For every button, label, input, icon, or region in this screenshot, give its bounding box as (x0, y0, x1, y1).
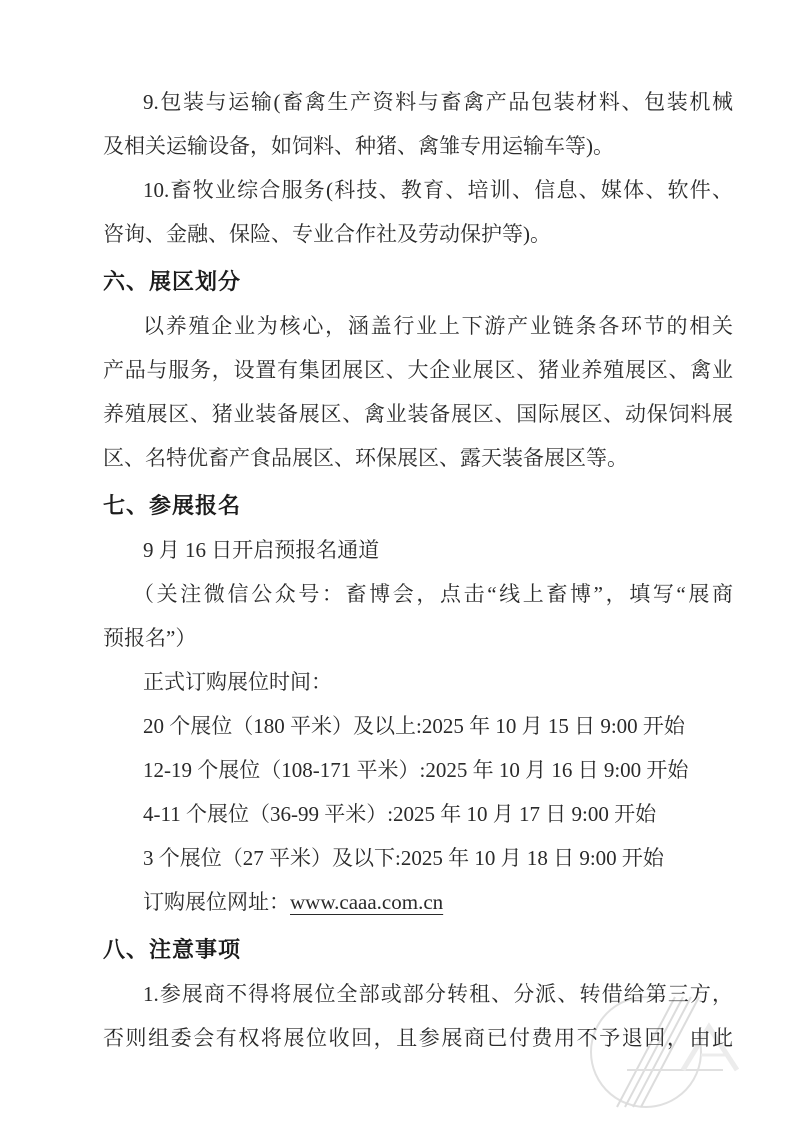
document-body (103, 80, 733, 1060)
order-time-title: 正式订购展位时间： (143, 670, 332, 694)
order-url-label: 订购展位网址： (143, 890, 290, 914)
booth-slot-3-line: 3 个展位（27 平米）及以下:2025 年 10 月 18 日 9:00 开始 (143, 846, 664, 870)
booth-slot-4-11-line: 4-11 个展位（36-99 平米）:2025 年 10 月 17 日 9:00 开始 (143, 802, 657, 826)
order-url-link[interactable]: www.caaa.com.cn (290, 890, 444, 914)
section-six-line4: 区、名特优畜产食品展区、环保展区、露天装备展区等。 (103, 446, 628, 470)
section-six-line1: 以养殖企业为核心，涵盖行业上下游产业链条各环节的相关 (143, 314, 733, 338)
section-six-heading: 六、展区划分 (103, 269, 242, 294)
item10-line1: 10.畜牧业综合服务(科技、教育、培训、信息、媒体、软件、 (143, 178, 733, 202)
item9-line1: 9.包装与运输(畜禽生产资料与畜禽产品包装材料、包装机械 (143, 90, 733, 114)
booth-slot-12-19-line: 12-19 个展位（108-171 平米）:2025 年 10 月 16 日 9:00 开始 (143, 758, 689, 782)
section-eight-line2: 否则组委会有权将展位收回，且参展商已付费用不予退回，由此 (103, 1026, 733, 1050)
section-seven-heading: 七、参展报名 (103, 493, 242, 518)
section-eight-line1: 1.参展商不得将展位全部或部分转租、分派、转借给第三方， (143, 982, 733, 1006)
section-six-line2: 产品与服务，设置有集团展区、大企业展区、猪业养殖展区、禽业 (103, 358, 733, 382)
booth-slot-20-line: 20 个展位（180 平米）及以上:2025 年 10 月 15 日 9:00 开始 (143, 714, 685, 738)
wechat-note-line2: 预报名”） (103, 626, 197, 650)
preregistration-line: 9 月 16 日开启预报名通道 (143, 538, 380, 562)
order-url-line (103, 880, 733, 924)
item10-line2: 咨询、金融、保险、专业合作社及劳动保护等)。 (103, 222, 551, 246)
section-eight-heading: 八、注意事项 (103, 937, 242, 962)
item9-line2: 及相关运输设备，如饲料、种猪、禽雏专用运输车等)。 (103, 134, 614, 158)
wechat-note-line1: （关注微信公众号：畜博会，点击“线上畜博”，填写“展商 (133, 582, 733, 606)
section-six-line3: 养殖展区、猪业装备展区、禽业装备展区、国际展区、动保饲料展 (103, 402, 733, 426)
